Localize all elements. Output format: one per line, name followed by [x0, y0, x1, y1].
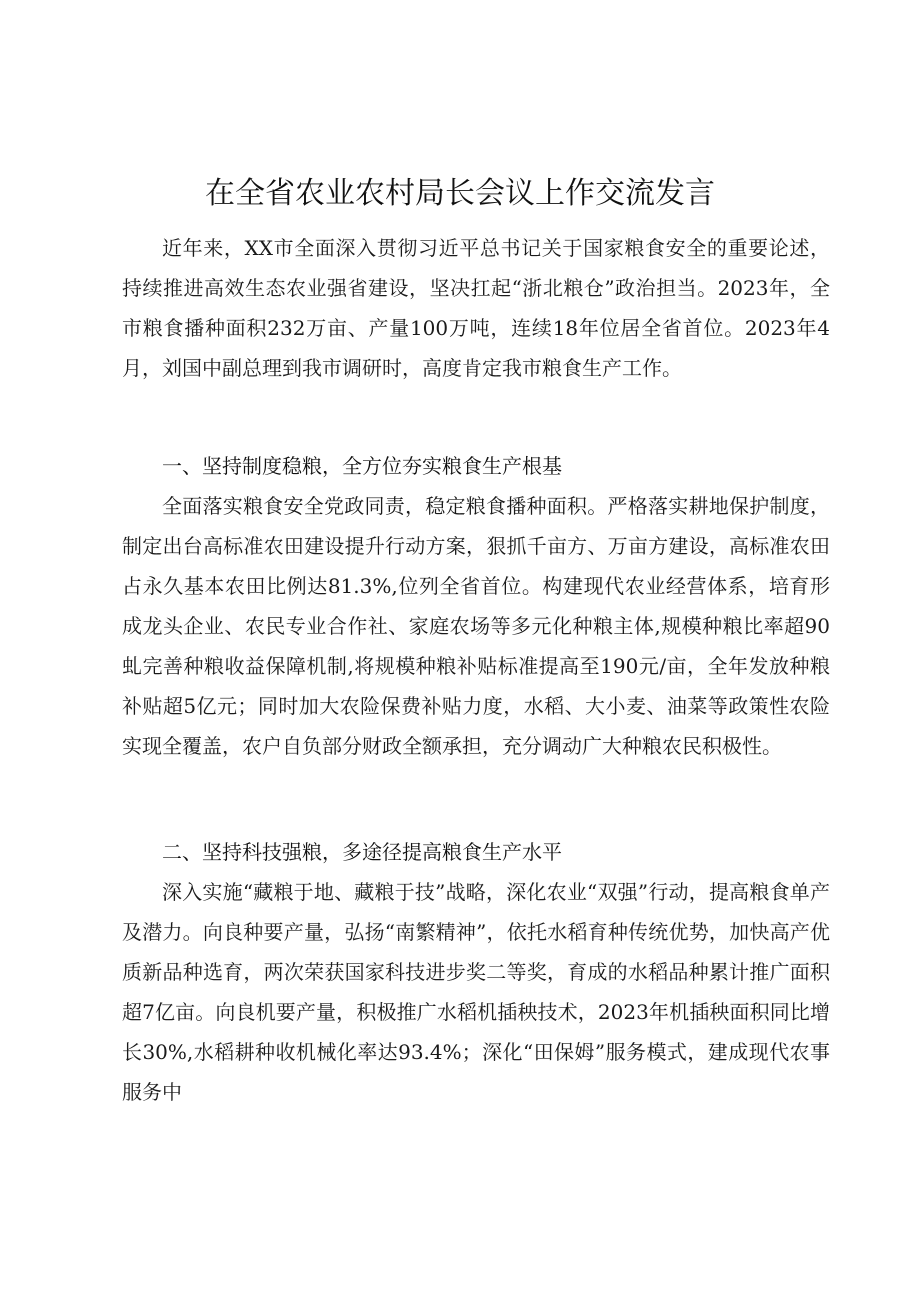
section-heading-2: 二、坚持科技强粮，多途径提高粮食生产水平	[162, 840, 562, 864]
section-body-2: 深入实施“藏粮于地、藏粮于技”战略，深化农业“双强”行动，提高粮食单产及潜力。向良种要产量，弘扬“南繁精神”，依托水稻育种传统优势，加快高产优质新品种选育，两次荣获国家科技进步奖二等奖，育成的水稻品种累计推广面积超7亿亩。向良机要产量，积极推广水稻机插秧技术，2023年机插秧面积同比增长30%,水稻耕种收机械化率达93.4%；深化“田保姆”服务模式，建成现代农事服务中	[122, 880, 830, 1104]
intro-paragraph: 近年来，XX市全面深入贯彻习近平总书记关于国家粮食安全的重要论述，持续推进高效生态农业强省建设，坚决扛起“浙北粮仓”政治担当。2023年，全市粮食播种面积232万亩、产量100万吨，连续18年位居全省首位。2023年4月，刘国中副总理到我市调研时，高度肯定我市粮食生产工作。	[122, 236, 830, 380]
section-heading-1: 一、坚持制度稳粮，全方位夯实粮食生产根基	[162, 454, 562, 478]
section-body-1: 全面落实粮食安全党政同责，稳定粮食播种面积。严格落实耕地保护制度，制定出台高标准农田建设提升行动方案，狠抓千亩方、万亩方建设，高标准农田占永久基本农田比例达81.3%,位列全省首位。构建现代农业经营体系，培育形成龙头企业、农民专业合作社、家庭农场等多元化种粮主体,规模种粮比率超90虬完善种粮收益保障机制,将规模种粮补贴标准提高至190元/亩，全年发放种粮补贴超5亿元；同时加大农险保费补贴力度，水稻、大小麦、油菜等政策性农险实现全覆盖，农户自负部分财政全额承担，充分调动广大种粮农民积极性。	[122, 494, 830, 758]
document-title: 在全省农业农村局长会议上作交流发言	[205, 176, 715, 211]
